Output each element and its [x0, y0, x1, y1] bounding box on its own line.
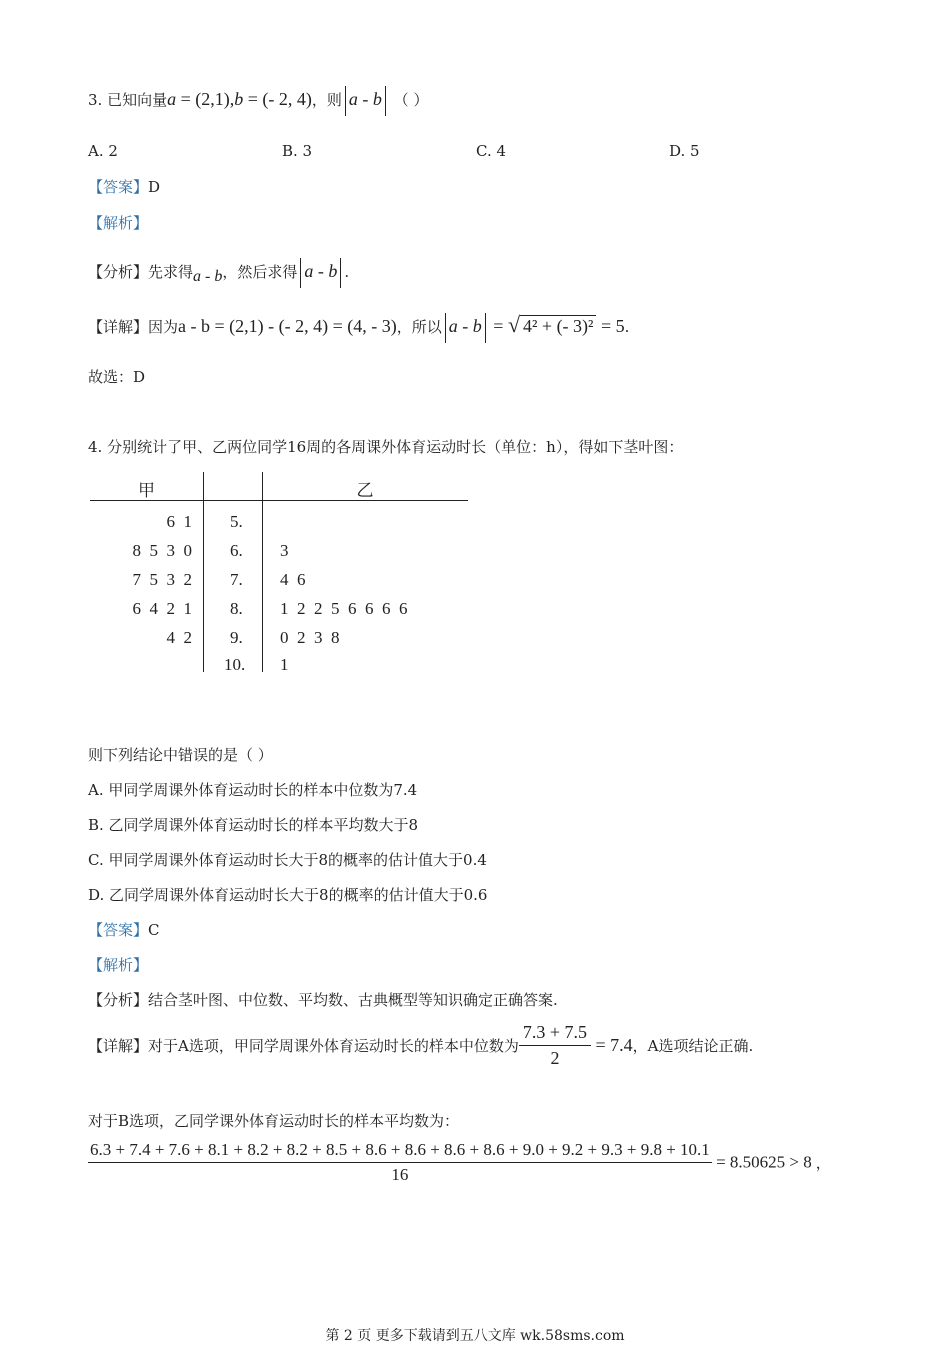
q3-answer [88, 176, 160, 197]
sum-denominator: 16 [391, 1165, 409, 1184]
abs-minus: - [357, 89, 373, 109]
fenxi-expr: a - b [193, 268, 223, 285]
xiangjie-expr: a - b = (2,1) - (- 2, 4) = (4, - 3) [178, 316, 397, 336]
xiangjie-result: = 5 [596, 316, 625, 336]
median-fraction [519, 1022, 591, 1069]
q3-option-d: D. 5 [669, 142, 700, 160]
xiangjie-tag: 【详解】 [88, 1037, 149, 1055]
fenxi-text-1: 先求得 [148, 263, 194, 281]
q4-question: 则下列结论中错误的是（ ） [88, 746, 273, 764]
leaf-right-row-4: 1 2 2 5 6 6 6 6 [280, 599, 408, 618]
table-divider-right [262, 472, 263, 672]
fraction-denominator: 2 [550, 1048, 560, 1068]
xiangjie-a-end: ，A选项结论正确. [632, 1037, 754, 1055]
fenxi-tag: 【分析】 [88, 263, 149, 281]
stem-row-5: 9. [230, 628, 243, 647]
q4-xiangjie-a [88, 1022, 753, 1069]
q4-fenxi [88, 989, 558, 1010]
fenxi-tag: 【分析】 [88, 991, 149, 1009]
xiangjie-abs-expr: a - b [448, 316, 482, 336]
vector-b: b [234, 89, 244, 109]
stem-leaf-plot [90, 472, 468, 672]
stem-row-4: 8. [230, 599, 243, 618]
sqrt-expression [508, 312, 597, 338]
mean-calculation [88, 1140, 831, 1185]
vector-b-value: = (- 2, 4) [243, 89, 312, 109]
abs-bar-right [340, 258, 341, 288]
sum-numerator: 6.3 + 7.4 + 7.6 + 8.1 + 8.2 + 8.2 + 8.5 + 8.6 + 8.6 + 8.6 + 8.6 + 9.0 + 9.2 + 9.3 + 9.8 + 10.1 [88, 1140, 712, 1163]
fenxi-abs-expr: a - b [304, 261, 338, 281]
q4-stem: 4. 分别统计了甲、乙两位同学16周的各周课外体育运动时长（单位：h），得如下茎叶图： [88, 438, 684, 456]
abs-bar-left [345, 86, 346, 116]
fenxi-text-2: ，然后求得 [222, 263, 298, 281]
abs-bar-left [445, 313, 446, 343]
fenxi-end: . [344, 263, 350, 281]
abs-bar-right [485, 313, 486, 343]
header-jia: 甲 [138, 481, 155, 500]
xiangjie-text-2: ，所以 [396, 318, 442, 336]
leaf-right-row-3: 4 6 [280, 570, 306, 589]
header-yi: 乙 [356, 481, 374, 500]
q4-option-d: D. 乙同学周课外体育运动时长大于8的概率的估计值大于0.6 [88, 886, 488, 904]
xiangjie-eq: = [488, 316, 508, 336]
vector-a: a [167, 89, 177, 109]
q3-stem [88, 86, 428, 116]
vector-a-value: = (2,1), [176, 89, 235, 109]
xiangjie-text-1: 因为 [148, 318, 179, 336]
fenxi-text: 结合茎叶图、中位数、平均数、古典概型等知识确定正确答案. [148, 991, 558, 1009]
fraction-numerator: 7.3 + 7.5 [519, 1022, 591, 1046]
q4-option-b: B. 乙同学周课外体育运动时长的样本平均数大于8 [88, 816, 419, 834]
leaf-left-row-4: 6 4 2 1 [132, 599, 192, 618]
leaf-right-row-2: 3 [280, 541, 289, 560]
xiangjie-end: . [624, 318, 630, 336]
answer-value: D [148, 178, 161, 196]
median-result: = 7.4 [591, 1035, 633, 1055]
leaf-left-row-2: 8 5 3 0 [132, 541, 192, 560]
answer-value: C [148, 921, 160, 939]
xiangjie-a-text: 对于A选项，甲同学周课外体育运动时长的样本中位数为 [148, 1037, 519, 1055]
table-divider-left [203, 472, 204, 672]
leaf-left-row-5: 4 2 [166, 628, 192, 647]
answer-tag: 【答案】 [88, 178, 149, 196]
q3-paren: （ ） [393, 91, 429, 109]
abs-a: a [348, 89, 358, 109]
sqrt-sign-icon: √ [507, 312, 521, 337]
sqrt-radicand: 4² + (- 3)² [520, 315, 596, 336]
analysis-tag: 【解析】 [88, 214, 149, 232]
q3-option-b: B. 3 [282, 142, 313, 160]
q3-fenxi [88, 258, 349, 288]
stem-row-6: 10. [224, 655, 246, 674]
analysis-tag: 【解析】 [88, 956, 149, 974]
abs-bar-right [385, 86, 386, 116]
q3-choose: 故选：D [88, 368, 146, 386]
page-footer: 第 2 页 更多下载请到五八文库 wk.58sms.com [325, 1328, 625, 1344]
leaf-right-row-6: 1 [280, 655, 289, 674]
q3-option-c: C. 4 [476, 142, 507, 160]
mean-result: = 8.50625 > 8 [711, 1152, 812, 1172]
stem-row-3: 7. [230, 570, 243, 589]
q3-then: ，则 [311, 91, 342, 109]
q3-option-a: A. 2 [88, 142, 118, 160]
xiangjie-b-text: 对于B选项，乙同学课外体育运动时长的样本平均数为： [88, 1112, 460, 1130]
leaf-right-row-5: 0 2 3 8 [280, 628, 340, 647]
q3-xiangjie [88, 312, 629, 343]
mean-fraction [88, 1140, 712, 1185]
stem-row-2: 6. [230, 541, 243, 560]
abs-b: b [372, 89, 382, 109]
abs-bar-left [300, 258, 301, 288]
stem-row-1: 5. [230, 512, 243, 531]
q4-option-a: A. 甲同学周课外体育运动时长的样本中位数为7.4 [88, 781, 418, 799]
leaf-left-row-1: 6 1 [166, 512, 192, 531]
q3-prefix: 3. 已知向量 [88, 91, 168, 109]
xiangjie-tag: 【详解】 [88, 318, 149, 336]
q4-answer [88, 919, 160, 940]
q4-option-c: C. 甲同学周课外体育运动时长大于8的概率的估计值大于0.4 [88, 851, 487, 869]
mean-end: ， [815, 1154, 831, 1172]
answer-tag: 【答案】 [88, 921, 149, 939]
leaf-left-row-3: 7 5 3 2 [132, 570, 192, 589]
